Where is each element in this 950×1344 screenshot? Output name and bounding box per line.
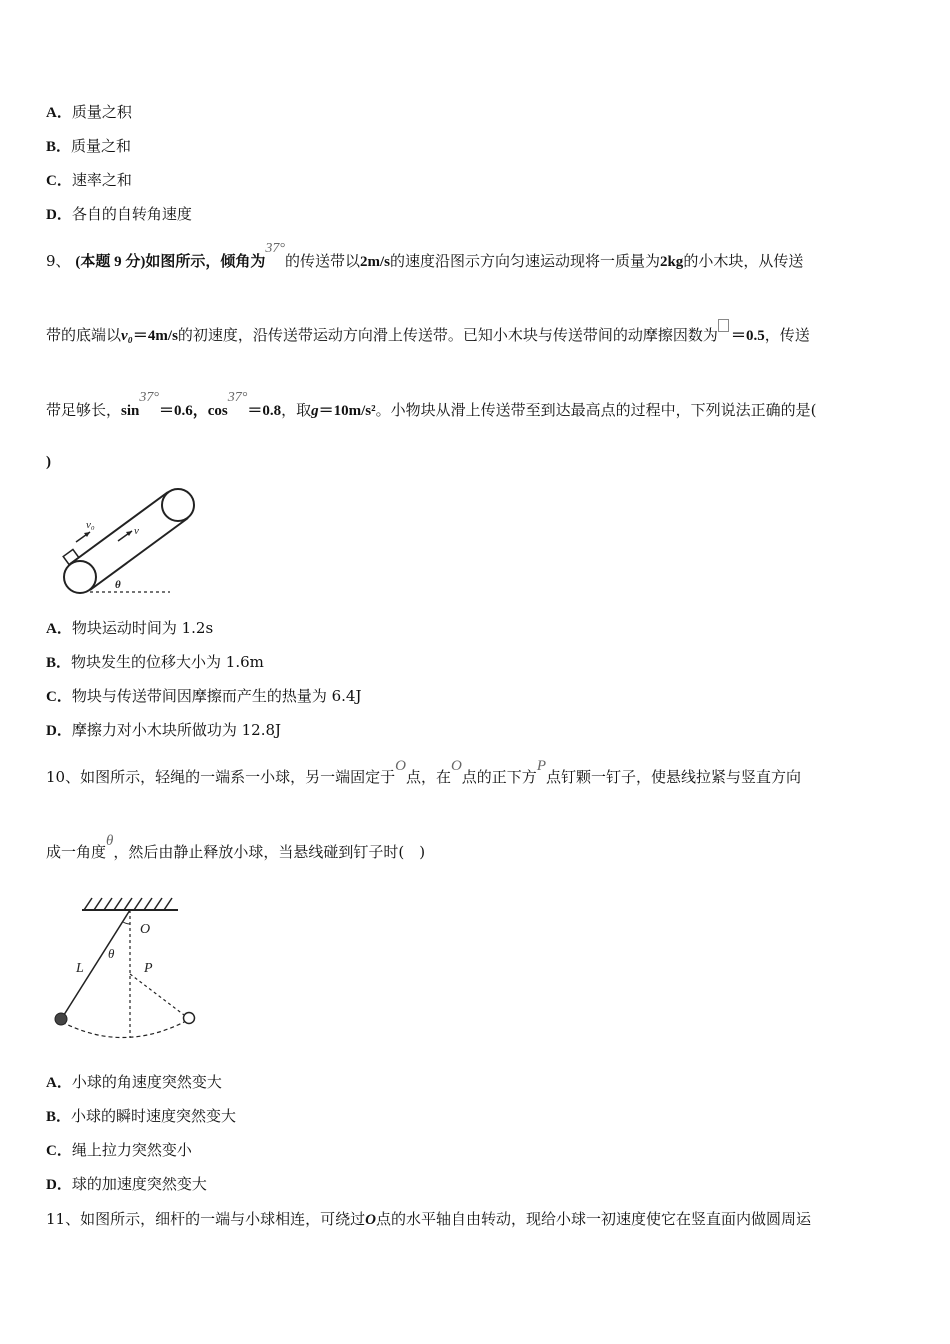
belt-top-edge bbox=[70, 492, 168, 564]
q10-stem-line-2 bbox=[46, 833, 426, 863]
option-text: 速率之和 bbox=[71, 171, 132, 189]
q9-text: ，取 bbox=[281, 401, 312, 419]
angle-arc bbox=[123, 922, 130, 924]
q9-text: 的初速度，沿传送带运动方向滑上传送带。已知小木块与传送带间的动摩擦因数为 bbox=[177, 326, 718, 344]
q10-option-b bbox=[46, 1106, 236, 1127]
option-letter: C． bbox=[46, 689, 72, 705]
q10-stem-line-1 bbox=[46, 758, 801, 788]
q10-text: 10、如图所示，轻绳的一端系一小球，另一端固定于 bbox=[46, 768, 396, 786]
q10-option-a bbox=[46, 1072, 222, 1093]
angle-value: 37° bbox=[227, 390, 248, 405]
point-p-symbol: P bbox=[536, 758, 546, 774]
cos-value: ＝0.8 bbox=[247, 403, 282, 419]
option-text: 球的加速度突然变大 bbox=[71, 1175, 207, 1193]
option-text: 物块发生的位移大小为 1.6m bbox=[71, 653, 264, 671]
q9-stem-line-4 bbox=[46, 451, 51, 472]
swing-dashed-line bbox=[130, 974, 188, 1018]
q10-text: 点钉颗一钉子，使悬线拉紧与竖直方向 bbox=[545, 768, 801, 786]
v0-value: ＝4m/s bbox=[132, 328, 178, 344]
angle-value: 37° bbox=[139, 390, 159, 405]
option-letter: D． bbox=[46, 207, 72, 223]
option-text: 物块与传送带间因摩擦而产生的热量为 6.4J bbox=[71, 687, 362, 705]
q9-text: 带的底端以 bbox=[46, 326, 122, 344]
v0-symbol: v₀ bbox=[121, 328, 133, 344]
q10-option-c bbox=[46, 1140, 192, 1161]
q9-text: 的传送带以 bbox=[284, 252, 360, 270]
q9-stem-line-3 bbox=[46, 390, 817, 422]
angle-value: 37° bbox=[265, 241, 285, 256]
g-symbol: g bbox=[311, 403, 319, 419]
point-o-symbol: O bbox=[395, 758, 406, 774]
q10-option-d bbox=[46, 1174, 207, 1195]
belt-speed: 2m/s bbox=[359, 254, 390, 270]
q9-option-c bbox=[46, 686, 361, 707]
q8-option-c bbox=[46, 170, 132, 191]
question-number: 9、 bbox=[46, 252, 71, 270]
option-text: 物块运动时间为 1.2s bbox=[71, 619, 214, 637]
option-text: 摩擦力对小木块所做功为 12.8J bbox=[71, 721, 282, 739]
string-line bbox=[62, 910, 130, 1018]
option-text: 质量之和 bbox=[71, 137, 132, 155]
q9-text: 带足够长， bbox=[46, 401, 122, 419]
q9-stem-line-1 bbox=[46, 241, 804, 273]
v-label: v bbox=[134, 525, 139, 537]
p-label: P bbox=[144, 961, 153, 976]
theta-label: θ bbox=[108, 946, 115, 961]
swing-dashed-arc bbox=[62, 1020, 188, 1038]
q9-option-d bbox=[46, 720, 281, 741]
option-text: 小球的角速度突然变大 bbox=[71, 1073, 222, 1091]
q9-text: 的速度沿图示方向匀速运动现将一质量为 bbox=[389, 252, 660, 270]
sin-label: sin bbox=[121, 403, 140, 419]
theta-label: θ bbox=[115, 579, 121, 591]
q10-text: 点，在 bbox=[405, 768, 451, 786]
ceiling-hatch bbox=[84, 898, 172, 910]
q9-text: 的小木块，从传送 bbox=[683, 252, 804, 270]
option-text: 绳上拉力突然变小 bbox=[71, 1141, 192, 1159]
q8-option-a bbox=[46, 102, 132, 123]
option-letter: D． bbox=[46, 723, 72, 739]
q9-option-b bbox=[46, 652, 264, 673]
option-letter: C． bbox=[46, 1143, 72, 1159]
q10-text: 点的正下方 bbox=[461, 768, 537, 786]
pendulum-figure bbox=[48, 890, 208, 1060]
option-text: 小球的瞬时速度突然变大 bbox=[71, 1107, 237, 1125]
ball-icon bbox=[55, 1013, 67, 1025]
q11-stem-line-1 bbox=[46, 1209, 811, 1230]
option-letter: B． bbox=[46, 139, 72, 155]
mu-value: ＝0.5 bbox=[730, 328, 765, 344]
belt-bottom-edge bbox=[90, 518, 188, 590]
option-letter: B． bbox=[46, 655, 72, 671]
q11-text: 11、如图所示，细杆的一端与小球相连，可绕过 bbox=[46, 1210, 366, 1228]
option-letter: B． bbox=[46, 1109, 72, 1125]
g-value: ＝10m/s² bbox=[318, 403, 376, 419]
q9-option-a bbox=[46, 618, 213, 639]
mu-symbol-icon bbox=[718, 319, 729, 332]
point-o-symbol: O bbox=[365, 1212, 376, 1228]
option-letter: A． bbox=[46, 105, 72, 121]
q8-option-b bbox=[46, 136, 131, 157]
q10-text: ，然后由静止释放小球，当悬线碰到钉子时( ) bbox=[113, 843, 426, 861]
q9-text: 。小物块从滑上传送带至到达最高点的过程中，下列说法正确的是( bbox=[375, 401, 817, 419]
option-text: 质量之积 bbox=[71, 103, 132, 121]
option-letter: D． bbox=[46, 1177, 72, 1193]
option-letter: C． bbox=[46, 173, 72, 189]
o-label: O bbox=[140, 922, 151, 937]
q10-text: 成一角度 bbox=[46, 843, 107, 861]
q11-text: 点的水平轴自由转动，现给小球一初速度使它在竖直面内做圆周运 bbox=[375, 1210, 811, 1228]
theta-symbol: θ bbox=[106, 833, 114, 849]
option-text: 各自的自转角速度 bbox=[71, 205, 192, 223]
ball-end-icon bbox=[184, 1013, 195, 1024]
point-o-symbol: O bbox=[450, 758, 462, 774]
v0-label: v₀ bbox=[86, 519, 95, 531]
q9-text: ) bbox=[46, 454, 51, 470]
cos-label: ，cos bbox=[192, 403, 228, 419]
q9-text: (本题 9 分)如图所示，倾角为 bbox=[75, 254, 266, 270]
conveyor-belt-figure bbox=[52, 480, 232, 600]
option-letter: A． bbox=[46, 1075, 72, 1091]
q8-option-d bbox=[46, 204, 192, 225]
q9-text: ，传送 bbox=[764, 326, 810, 344]
l-label: L bbox=[76, 961, 84, 976]
sin-value: ＝0.6 bbox=[158, 403, 193, 419]
q9-stem-line-2 bbox=[46, 325, 810, 346]
mass-value: 2kg bbox=[659, 254, 684, 270]
option-letter: A． bbox=[46, 621, 72, 637]
